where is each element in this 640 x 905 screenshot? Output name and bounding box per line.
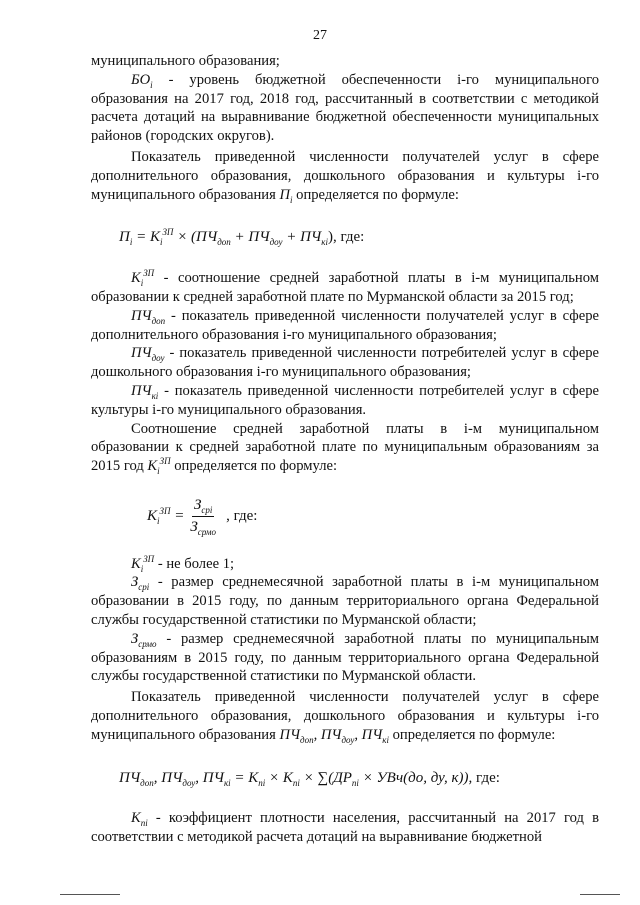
formula-k: $К_i^{ЗП}$ = $\frac{З_{срi}}{З_{срмо}}$ , где: xyxy=(147,496,258,537)
symbol-pch-dop: $ПЧ_{доп}$ xyxy=(131,307,166,326)
fraction-denominator: $З_{срмо}$ xyxy=(190,518,217,537)
definition-k-limit: $К_i^{ЗП}$ - не более 1; xyxy=(131,553,235,574)
fraction xyxy=(190,496,216,537)
symbol-bo: $БО_i$ xyxy=(131,71,153,90)
symbol-pch-group: $ПЧ_{доп}$, $ПЧ_{доу}$, $ПЧ_{кi}$ xyxy=(279,726,389,745)
definition-bo: $БО_i$ - уровень бюджетной обеспеченности i-го муниципального образования на 2017 год, 2018 год, рассчитанный в соответствии с методикой расчета дотаций на выравнивание бюджетной обеспеченности муниципальных районов (городских округов). xyxy=(91,71,599,145)
footer-rule-left xyxy=(60,894,120,895)
paragraph-continuation: муниципального образования; xyxy=(91,53,280,69)
paragraph-indicator-intro: Показатель приведенной численности получателей услуг в сфере дополнительного образования, дошкольного образования и культуры i-го муниципального образования $П_i$ определяется по формуле: xyxy=(91,148,599,205)
formula-p: $П_i = К_i^{ЗП} \times (ПЧ_{доп} + ПЧ_{доу} + ПЧ_{кi})$, где: xyxy=(119,227,365,248)
paragraph-ratio-intro: Соотношение средней заработной платы в i-м муниципальном образовании к средней заработной плате по муниципальным образованиям за 2015 год $К_i^{ЗП}$ определяется по формуле: xyxy=(91,420,599,477)
fraction-numerator: $З_{срi}$ xyxy=(193,496,213,515)
definition-z-srmo: $З_{срмо}$ - размер среднемесячной заработной платы по муниципальным образованиям в 2015 году, по данным территориального органа Федеральной службы государственной статистики по Мурманской области. xyxy=(91,630,599,685)
definition-pch-dou: $ПЧ_{доу}$ - показатель приведенной численности потребителей услуг в сфере дошкольного образования i-го муниципального образования; xyxy=(91,345,599,381)
definition-kpi: $К_{пi}$ - коэффициент плотности населения, рассчитанный на 2017 год в соответствии с методикой расчета дотаций на выравнивание бюджетной xyxy=(91,810,599,846)
symbol-z-sri: $З_{срi}$ xyxy=(131,574,150,593)
symbol-k-inline: $К_i^{ЗП}$ xyxy=(147,456,171,477)
symbol-kpi: $К_{пi}$ xyxy=(131,810,148,829)
document-body xyxy=(91,52,599,847)
page-number: 27 xyxy=(313,28,327,43)
symbol-z-srmo: $З_{срмо}$ xyxy=(131,630,157,649)
formula-pch: $ПЧ_{доп}$, $ПЧ_{доу}$, $ПЧ_{кi} = К_{пi} \times К_{пi} \times \sum(ДР_{пi} \times УВч(до$, ду, к)), где: xyxy=(119,769,500,788)
definition-pch-dop: $ПЧ_{доп}$ - показатель приведенной численности получателей услуг в сфере дополнительного образования i-го муниципального образования; xyxy=(91,307,599,343)
symbol-pch-dou: $ПЧ_{доу}$ xyxy=(131,345,165,364)
definition-pch-k: $ПЧ_{кi}$ - показатель приведенной численности потребителей услуг в сфере культуры i-го муниципального образования. xyxy=(91,382,599,418)
symbol-pch-k: $ПЧ_{кi}$ xyxy=(131,382,159,401)
definition-k: $К_i^{ЗП}$ - соотношение средней заработной платы в i-м муниципальном образовании к средней заработной плате по Мурманской области за 2015 год; xyxy=(91,268,599,305)
paragraph-indicator-intro-2: Показатель приведенной численности получателей услуг в сфере дополнительного образования, дошкольного образования и культуры i-го муниципального образования $ПЧ_{доп}$, $ПЧ_{доу}$, $ПЧ_{кi}$ определяется по формуле: xyxy=(91,689,599,745)
footer-rule-right xyxy=(580,894,620,895)
symbol-k: $К_i^{ЗП}$ xyxy=(131,268,155,289)
symbol-p: $П_i$ xyxy=(279,186,293,205)
definition-z-sri: $З_{срi}$ - размер среднемесячной заработной платы в i-м муниципальном образовании в 2015 году, по данным территориального органа Федеральной службы государственной статистики по Мурманской области; xyxy=(91,574,599,628)
